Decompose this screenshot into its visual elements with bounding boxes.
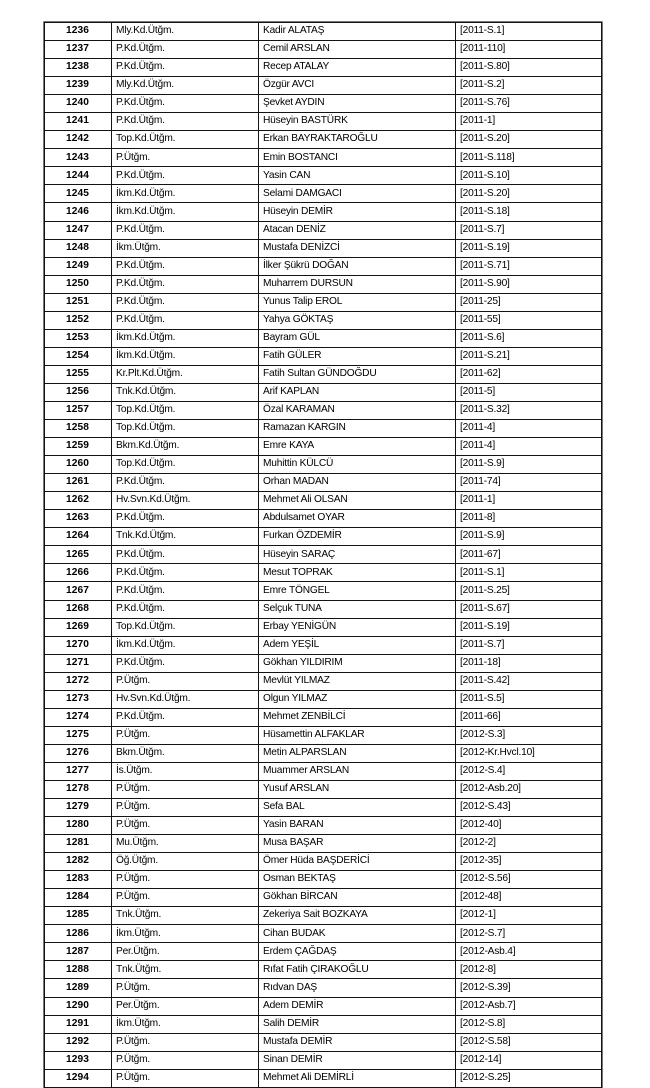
row-reference-cell: [2011-S.2] — [456, 77, 602, 95]
row-rank-cell: Top.Kd.Ütğm. — [112, 618, 259, 636]
row-name-cell: Selami DAMGACI — [259, 185, 456, 203]
row-rank-cell: P.Ütğm. — [112, 149, 259, 167]
table-row — [45, 672, 602, 690]
table-row — [45, 979, 602, 997]
row-name-cell: Metin ALPARSLAN — [259, 744, 456, 762]
row-name-cell: Recep ATALAY — [259, 59, 456, 77]
row-name-cell: Yahya GÖKTAŞ — [259, 311, 456, 329]
row-number-cell: 1256 — [45, 383, 112, 401]
row-name-cell: Yusuf ARSLAN — [259, 780, 456, 798]
table-row — [45, 1033, 602, 1051]
row-name-cell: Mehmet Ali DEMİRLİ — [259, 1069, 456, 1087]
roster-table — [44, 22, 602, 1088]
row-rank-cell: Mu.Ütğm. — [112, 835, 259, 853]
row-rank-cell: P.Ütğm. — [112, 1051, 259, 1069]
row-reference-cell: [2012-S.7] — [456, 925, 602, 943]
row-rank-cell: İkm.Kd.Ütğm. — [112, 203, 259, 221]
row-reference-cell: [2011-S.21] — [456, 347, 602, 365]
row-reference-cell: [2011-66] — [456, 708, 602, 726]
table-row — [45, 185, 602, 203]
table-row — [45, 762, 602, 780]
row-reference-cell: [2011-S.19] — [456, 239, 602, 257]
table-row — [45, 546, 602, 564]
row-reference-cell: [2012-Asb.7] — [456, 997, 602, 1015]
row-reference-cell: [2012-S.25] — [456, 1069, 602, 1087]
row-number-cell: 1247 — [45, 221, 112, 239]
row-name-cell: Mehmet Ali OLSAN — [259, 492, 456, 510]
row-number-cell: 1258 — [45, 420, 112, 438]
table-row — [45, 347, 602, 365]
row-name-cell: Fatih Sultan GÜNDOĞDU — [259, 365, 456, 383]
roster-table-body — [45, 23, 602, 1088]
row-number-cell: 1259 — [45, 438, 112, 456]
row-number-cell: 1275 — [45, 726, 112, 744]
row-rank-cell: P.Kd.Ütğm. — [112, 221, 259, 239]
row-rank-cell: P.Kd.Ütğm. — [112, 257, 259, 275]
table-row — [45, 239, 602, 257]
row-reference-cell: [2012-2] — [456, 835, 602, 853]
row-number-cell: 1251 — [45, 293, 112, 311]
row-number-cell: 1283 — [45, 871, 112, 889]
row-name-cell: Emre KAYA — [259, 438, 456, 456]
row-number-cell: 1255 — [45, 365, 112, 383]
row-rank-cell: P.Ütğm. — [112, 726, 259, 744]
table-row — [45, 1015, 602, 1033]
table-row — [45, 582, 602, 600]
row-number-cell: 1274 — [45, 708, 112, 726]
row-number-cell: 1263 — [45, 510, 112, 528]
row-name-cell: Muharrem DURSUN — [259, 275, 456, 293]
row-rank-cell: P.Kd.Ütğm. — [112, 95, 259, 113]
row-reference-cell: [2012-S.58] — [456, 1033, 602, 1051]
row-name-cell: Yasin CAN — [259, 167, 456, 185]
row-rank-cell: Mly.Kd.Ütğm. — [112, 77, 259, 95]
table-row — [45, 690, 602, 708]
row-reference-cell: [2012-35] — [456, 853, 602, 871]
row-number-cell: 1262 — [45, 492, 112, 510]
row-rank-cell: P.Kd.Ütğm. — [112, 113, 259, 131]
row-name-cell: Cihan BUDAK — [259, 925, 456, 943]
row-number-cell: 1286 — [45, 925, 112, 943]
row-number-cell: 1288 — [45, 961, 112, 979]
row-name-cell: Ömer Hüda BAŞDERİCİ — [259, 853, 456, 871]
row-name-cell: Muammer ARSLAN — [259, 762, 456, 780]
table-row — [45, 474, 602, 492]
row-rank-cell: İkm.Kd.Ütğm. — [112, 347, 259, 365]
row-reference-cell: [2012-S.39] — [456, 979, 602, 997]
row-number-cell: 1272 — [45, 672, 112, 690]
row-name-cell: Gökhan BİRCAN — [259, 889, 456, 907]
row-rank-cell: Per.Ütğm. — [112, 997, 259, 1015]
table-row — [45, 835, 602, 853]
row-rank-cell: P.Ütğm. — [112, 817, 259, 835]
table-row — [45, 401, 602, 419]
table-row — [45, 871, 602, 889]
row-name-cell: Mehmet ZENBİLCİ — [259, 708, 456, 726]
row-number-cell: 1249 — [45, 257, 112, 275]
row-number-cell: 1292 — [45, 1033, 112, 1051]
row-rank-cell: Top.Kd.Ütğm. — [112, 420, 259, 438]
row-number-cell: 1238 — [45, 59, 112, 77]
row-name-cell: Salih DEMİR — [259, 1015, 456, 1033]
table-row — [45, 780, 602, 798]
row-number-cell: 1248 — [45, 239, 112, 257]
row-number-cell: 1237 — [45, 41, 112, 59]
row-name-cell: Olgun YILMAZ — [259, 690, 456, 708]
row-reference-cell: [2012-1] — [456, 907, 602, 925]
row-rank-cell: Öğ.Ütğm. — [112, 853, 259, 871]
row-number-cell: 1252 — [45, 311, 112, 329]
row-number-cell: 1278 — [45, 780, 112, 798]
row-reference-cell: [2012-48] — [456, 889, 602, 907]
row-reference-cell: [2012-S.43] — [456, 799, 602, 817]
row-name-cell: Mevlüt YILMAZ — [259, 672, 456, 690]
row-rank-cell: P.Kd.Ütğm. — [112, 41, 259, 59]
row-reference-cell: [2011-74] — [456, 474, 602, 492]
row-number-cell: 1285 — [45, 907, 112, 925]
row-rank-cell: Mly.Kd.Ütğm. — [112, 23, 259, 41]
row-name-cell: İlker Şükrü DOĞAN — [259, 257, 456, 275]
table-row — [45, 726, 602, 744]
row-number-cell: 1242 — [45, 131, 112, 149]
row-reference-cell: [2012-14] — [456, 1051, 602, 1069]
row-name-cell: Musa BAŞAR — [259, 835, 456, 853]
row-rank-cell: P.Ütğm. — [112, 799, 259, 817]
row-reference-cell: [2012-Asb.4] — [456, 943, 602, 961]
row-name-cell: Yasin BARAN — [259, 817, 456, 835]
row-reference-cell: [2012-S.56] — [456, 871, 602, 889]
row-number-cell: 1265 — [45, 546, 112, 564]
table-row — [45, 744, 602, 762]
row-number-cell: 1284 — [45, 889, 112, 907]
row-number-cell: 1264 — [45, 528, 112, 546]
row-rank-cell: Top.Kd.Ütğm. — [112, 131, 259, 149]
row-number-cell: 1239 — [45, 77, 112, 95]
table-row — [45, 167, 602, 185]
row-reference-cell: [2011-S.6] — [456, 329, 602, 347]
row-name-cell: Yunus Talip EROL — [259, 293, 456, 311]
row-number-cell: 1260 — [45, 456, 112, 474]
row-number-cell: 1290 — [45, 997, 112, 1015]
row-name-cell: Arif KAPLAN — [259, 383, 456, 401]
row-reference-cell: [2011-67] — [456, 546, 602, 564]
row-rank-cell: İs.Ütğm. — [112, 762, 259, 780]
row-rank-cell: P.Kd.Ütğm. — [112, 293, 259, 311]
table-row — [45, 113, 602, 131]
row-rank-cell: İkm.Kd.Ütğm. — [112, 636, 259, 654]
row-rank-cell: P.Kd.Ütğm. — [112, 564, 259, 582]
row-rank-cell: P.Kd.Ütğm. — [112, 708, 259, 726]
row-number-cell: 1253 — [45, 329, 112, 347]
table-row — [45, 654, 602, 672]
row-name-cell: Özal KARAMAN — [259, 401, 456, 419]
table-row — [45, 311, 602, 329]
table-row — [45, 456, 602, 474]
row-reference-cell: [2012-S.8] — [456, 1015, 602, 1033]
table-row — [45, 383, 602, 401]
table-row — [45, 907, 602, 925]
row-reference-cell: [2011-S.7] — [456, 221, 602, 239]
row-name-cell: Furkan ÖZDEMİR — [259, 528, 456, 546]
row-number-cell: 1240 — [45, 95, 112, 113]
row-reference-cell: [2011-S.1] — [456, 564, 602, 582]
row-reference-cell: [2012-S.3] — [456, 726, 602, 744]
row-reference-cell: [2012-S.4] — [456, 762, 602, 780]
row-rank-cell: P.Ütğm. — [112, 1033, 259, 1051]
row-number-cell: 1266 — [45, 564, 112, 582]
row-reference-cell: [2011-S.5] — [456, 690, 602, 708]
row-rank-cell: P.Kd.Ütğm. — [112, 275, 259, 293]
row-number-cell: 1250 — [45, 275, 112, 293]
table-row — [45, 59, 602, 77]
table-row — [45, 528, 602, 546]
row-number-cell: 1268 — [45, 600, 112, 618]
table-row — [45, 365, 602, 383]
row-number-cell: 1291 — [45, 1015, 112, 1033]
row-rank-cell: Tnk.Kd.Ütğm. — [112, 383, 259, 401]
table-row — [45, 853, 602, 871]
row-name-cell: Adem DEMİR — [259, 997, 456, 1015]
row-number-cell: 1293 — [45, 1051, 112, 1069]
row-reference-cell: [2011-8] — [456, 510, 602, 528]
row-number-cell: 1294 — [45, 1069, 112, 1087]
row-reference-cell: [2011-S.7] — [456, 636, 602, 654]
row-name-cell: Erbay YENİGÜN — [259, 618, 456, 636]
row-rank-cell: P.Kd.Ütğm. — [112, 59, 259, 77]
row-reference-cell: [2011-S.76] — [456, 95, 602, 113]
row-name-cell: Hüseyin SARAÇ — [259, 546, 456, 564]
row-reference-cell: [2011-18] — [456, 654, 602, 672]
row-rank-cell: P.Kd.Ütğm. — [112, 654, 259, 672]
table-row — [45, 961, 602, 979]
row-rank-cell: Tnk.Kd.Ütğm. — [112, 528, 259, 546]
row-number-cell: 1241 — [45, 113, 112, 131]
row-rank-cell: P.Kd.Ütğm. — [112, 546, 259, 564]
row-name-cell: Zekeriya Sait BOZKAYA — [259, 907, 456, 925]
row-name-cell: Cemil ARSLAN — [259, 41, 456, 59]
row-rank-cell: Bkm.Kd.Ütğm. — [112, 438, 259, 456]
row-reference-cell: [2011-S.118] — [456, 149, 602, 167]
row-rank-cell: İkm.Ütğm. — [112, 239, 259, 257]
table-row — [45, 438, 602, 456]
table-row — [45, 600, 602, 618]
row-name-cell: Emre TÖNGEL — [259, 582, 456, 600]
table-row — [45, 925, 602, 943]
row-rank-cell: Per.Ütğm. — [112, 943, 259, 961]
table-row — [45, 221, 602, 239]
row-rank-cell: P.Kd.Ütğm. — [112, 474, 259, 492]
row-rank-cell: P.Ütğm. — [112, 889, 259, 907]
row-name-cell: Mustafa DENİZCİ — [259, 239, 456, 257]
row-name-cell: Hüseyin DEMİR — [259, 203, 456, 221]
row-reference-cell: [2011-62] — [456, 365, 602, 383]
row-number-cell: 1257 — [45, 401, 112, 419]
row-reference-cell: [2011-S.42] — [456, 672, 602, 690]
table-row — [45, 943, 602, 961]
row-number-cell: 1276 — [45, 744, 112, 762]
row-reference-cell: [2011-5] — [456, 383, 602, 401]
row-rank-cell: P.Kd.Ütğm. — [112, 510, 259, 528]
row-number-cell: 1280 — [45, 817, 112, 835]
table-row — [45, 618, 602, 636]
table-row — [45, 95, 602, 113]
row-name-cell: Fatih GÜLER — [259, 347, 456, 365]
row-reference-cell: [2011-S.10] — [456, 167, 602, 185]
row-rank-cell: Bkm.Ütğm. — [112, 744, 259, 762]
row-number-cell: 1254 — [45, 347, 112, 365]
row-rank-cell: P.Ütğm. — [112, 871, 259, 889]
row-reference-cell: [2011-S.18] — [456, 203, 602, 221]
row-number-cell: 1281 — [45, 835, 112, 853]
table-row — [45, 636, 602, 654]
row-name-cell: Selçuk TUNA — [259, 600, 456, 618]
row-rank-cell: P.Kd.Ütğm. — [112, 167, 259, 185]
row-name-cell: Adem YEŞİL — [259, 636, 456, 654]
row-reference-cell: [2011-S.9] — [456, 528, 602, 546]
row-reference-cell: [2011-S.90] — [456, 275, 602, 293]
row-rank-cell: P.Ütğm. — [112, 979, 259, 997]
row-reference-cell: [2011-S.19] — [456, 618, 602, 636]
row-rank-cell: P.Ütğm. — [112, 780, 259, 798]
table-row — [45, 275, 602, 293]
row-name-cell: Osman BEKTAŞ — [259, 871, 456, 889]
row-rank-cell: İkm.Kd.Ütğm. — [112, 185, 259, 203]
row-number-cell: 1289 — [45, 979, 112, 997]
table-row — [45, 420, 602, 438]
row-name-cell: Muhittin KÜLCÜ — [259, 456, 456, 474]
row-number-cell: 1271 — [45, 654, 112, 672]
row-name-cell: Rıfat Fatih ÇIRAKOĞLU — [259, 961, 456, 979]
row-name-cell: Mustafa DEMİR — [259, 1033, 456, 1051]
roster-table-container — [44, 22, 601, 1088]
table-row — [45, 41, 602, 59]
row-name-cell: Rıdvan DAŞ — [259, 979, 456, 997]
table-row — [45, 817, 602, 835]
row-number-cell: 1246 — [45, 203, 112, 221]
row-number-cell: 1273 — [45, 690, 112, 708]
row-name-cell: Sefa BAL — [259, 799, 456, 817]
row-reference-cell: [2011-S.67] — [456, 600, 602, 618]
row-reference-cell: [2011-S.9] — [456, 456, 602, 474]
table-row — [45, 77, 602, 95]
row-name-cell: Şevket AYDIN — [259, 95, 456, 113]
row-reference-cell: [2011-S.80] — [456, 59, 602, 77]
row-number-cell: 1267 — [45, 582, 112, 600]
table-row — [45, 149, 602, 167]
row-name-cell: Hüseyin BASTÜRK — [259, 113, 456, 131]
table-row — [45, 131, 602, 149]
table-row — [45, 708, 602, 726]
row-reference-cell: [2012-8] — [456, 961, 602, 979]
row-number-cell: 1261 — [45, 474, 112, 492]
row-reference-cell: [2012-Asb.20] — [456, 780, 602, 798]
row-reference-cell: [2011-S.32] — [456, 401, 602, 419]
table-row — [45, 492, 602, 510]
row-name-cell: Sinan DEMİR — [259, 1051, 456, 1069]
table-row — [45, 889, 602, 907]
row-name-cell: Özgür AVCI — [259, 77, 456, 95]
row-reference-cell: [2011-S.25] — [456, 582, 602, 600]
row-reference-cell: [2011-S.20] — [456, 131, 602, 149]
row-reference-cell: [2011-1] — [456, 492, 602, 510]
row-name-cell: Erkan BAYRAKTAROĞLU — [259, 131, 456, 149]
table-row — [45, 1069, 602, 1087]
row-rank-cell: Hv.Svn.Kd.Ütğm. — [112, 492, 259, 510]
row-rank-cell: Top.Kd.Ütğm. — [112, 401, 259, 419]
row-rank-cell: Kr.Plt.Kd.Ütğm. — [112, 365, 259, 383]
table-row — [45, 257, 602, 275]
row-rank-cell: P.Ütğm. — [112, 672, 259, 690]
table-row — [45, 329, 602, 347]
row-rank-cell: Tnk.Ütğm. — [112, 907, 259, 925]
row-rank-cell: Hv.Svn.Kd.Ütğm. — [112, 690, 259, 708]
row-reference-cell: [2011-S.71] — [456, 257, 602, 275]
row-rank-cell: P.Kd.Ütğm. — [112, 600, 259, 618]
row-reference-cell: [2012-40] — [456, 817, 602, 835]
row-name-cell: Abdulsamet OYAR — [259, 510, 456, 528]
row-reference-cell: [2012-Kr.Hvcl.10] — [456, 744, 602, 762]
row-reference-cell: [2011-55] — [456, 311, 602, 329]
row-reference-cell: [2011-1] — [456, 113, 602, 131]
row-rank-cell: Top.Kd.Ütğm. — [112, 456, 259, 474]
row-reference-cell: [2011-S.1] — [456, 23, 602, 41]
row-number-cell: 1282 — [45, 853, 112, 871]
row-rank-cell: P.Kd.Ütğm. — [112, 311, 259, 329]
row-number-cell: 1270 — [45, 636, 112, 654]
row-reference-cell: [2011-4] — [456, 420, 602, 438]
row-number-cell: 1243 — [45, 149, 112, 167]
row-rank-cell: İkm.Ütğm. — [112, 1015, 259, 1033]
row-name-cell: Orhan MADAN — [259, 474, 456, 492]
table-row — [45, 564, 602, 582]
row-name-cell: Erdem ÇAĞDAŞ — [259, 943, 456, 961]
row-name-cell: Mesut TOPRAK — [259, 564, 456, 582]
row-name-cell: Ramazan KARGIN — [259, 420, 456, 438]
row-reference-cell: [2011-110] — [456, 41, 602, 59]
row-rank-cell: İkm.Ütğm. — [112, 925, 259, 943]
table-row — [45, 997, 602, 1015]
table-row — [45, 510, 602, 528]
row-reference-cell: [2011-S.20] — [456, 185, 602, 203]
row-rank-cell: P.Kd.Ütğm. — [112, 582, 259, 600]
row-reference-cell: [2011-4] — [456, 438, 602, 456]
row-name-cell: Emin BOSTANCI — [259, 149, 456, 167]
table-row — [45, 1051, 602, 1069]
row-rank-cell: Tnk.Ütğm. — [112, 961, 259, 979]
row-number-cell: 1244 — [45, 167, 112, 185]
row-name-cell: Kadir ALATAŞ — [259, 23, 456, 41]
row-rank-cell: İkm.Kd.Ütğm. — [112, 329, 259, 347]
row-reference-cell: [2011-25] — [456, 293, 602, 311]
row-number-cell: 1245 — [45, 185, 112, 203]
row-number-cell: 1236 — [45, 23, 112, 41]
row-number-cell: 1279 — [45, 799, 112, 817]
table-row — [45, 799, 602, 817]
table-row — [45, 293, 602, 311]
row-name-cell: Gökhan YILDIRIM — [259, 654, 456, 672]
table-row — [45, 23, 602, 41]
row-number-cell: 1269 — [45, 618, 112, 636]
row-name-cell: Atacan DENİZ — [259, 221, 456, 239]
row-name-cell: Hüsamettin ALFAKLAR — [259, 726, 456, 744]
row-number-cell: 1277 — [45, 762, 112, 780]
row-name-cell: Bayram GÜL — [259, 329, 456, 347]
row-rank-cell: P.Ütğm. — [112, 1069, 259, 1087]
table-row — [45, 203, 602, 221]
row-number-cell: 1287 — [45, 943, 112, 961]
